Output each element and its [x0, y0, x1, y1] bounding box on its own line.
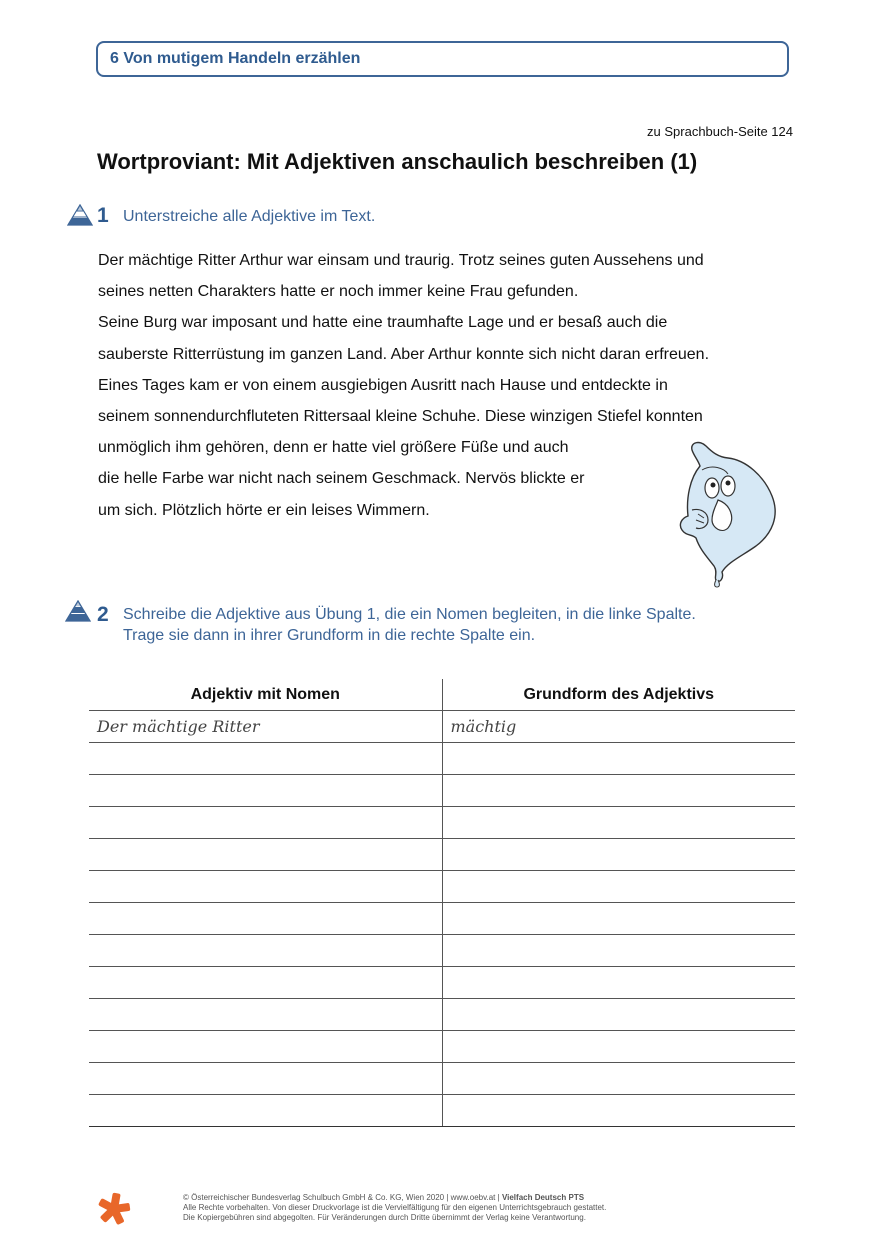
answer-cell-base-form[interactable]	[442, 743, 795, 775]
answer-cell-adjective-noun[interactable]	[89, 967, 442, 999]
story-line: um sich. Plötzlich hörte er ein leises Wimmern.	[98, 501, 430, 519]
story-line: Eines Tages kam er von einem ausgiebigen Ausritt nach Hause und entdeckte in	[98, 376, 668, 394]
column-header-base-form: Grundform des Adjektivs	[442, 679, 795, 711]
task-1-instruction: Unterstreiche alle Adjektive im Text.	[123, 208, 376, 225]
page-title: Wortproviant: Mit Adjektiven anschaulich beschreiben (1)	[97, 149, 698, 174]
table-row	[89, 967, 795, 999]
answer-cell-base-form[interactable]	[442, 967, 795, 999]
answer-cell-adjective-noun[interactable]	[89, 903, 442, 935]
chapter-title: 6 Von mutigem Handeln erzählen	[110, 50, 361, 67]
table-row	[89, 903, 795, 935]
answer-cell-adjective-noun[interactable]	[89, 743, 442, 775]
answer-cell-adjective-noun[interactable]	[89, 775, 442, 807]
table-row	[89, 775, 795, 807]
task-2-number: 2	[97, 603, 109, 626]
answer-cell-adjective-noun[interactable]	[89, 1063, 442, 1095]
pyramid-level-icon	[67, 204, 93, 226]
footer-line: Alle Rechte vorbehalten. Von dieser Druckvorlage ist die Vervielfältigung für den eigenen Unterrichtsgebrauch gestattet.	[183, 1203, 607, 1212]
footer-publisher: © Österreichischer Bundesverlag Schulbuch GmbH & Co. KG, Wien 2020 | www.oebv.at |	[183, 1193, 502, 1202]
table-row	[89, 1063, 795, 1095]
footer-book-title: Vielfach Deutsch PTS	[501, 1193, 585, 1202]
pyramid-level-icon	[65, 600, 91, 622]
answer-cell-adjective-noun[interactable]	[89, 1095, 442, 1127]
table-row	[89, 871, 795, 903]
answer-cell-adjective-noun[interactable]: Der mächtige Ritter	[89, 711, 442, 743]
answer-cell-adjective-noun[interactable]	[89, 839, 442, 871]
textbook-reference: zu Sprachbuch-Seite 124	[647, 124, 793, 139]
answer-cell-base-form[interactable]	[442, 871, 795, 903]
story-line: die helle Farbe war nicht nach seinem Geschmack. Nervös blickte er	[98, 470, 585, 488]
answer-cell-adjective-noun[interactable]	[89, 871, 442, 903]
answer-cell-base-form[interactable]	[442, 1031, 795, 1063]
story-line: seinem sonnendurchfluteten Rittersaal kleine Schuhe. Diese winzigen Stiefel konnten	[98, 408, 703, 426]
task-1-number: 1	[97, 204, 109, 227]
answer-cell-base-form[interactable]	[442, 1063, 795, 1095]
table-row	[89, 935, 795, 967]
chapter-header	[96, 41, 789, 77]
answer-table	[89, 679, 795, 1127]
story-line: seines netten Charakters hatte er noch immer keine Frau gefunden.	[98, 283, 579, 301]
answer-cell-base-form[interactable]	[442, 903, 795, 935]
answer-cell-adjective-noun[interactable]	[89, 1031, 442, 1063]
column-header-adjective-noun: Adjektiv mit Nomen	[89, 679, 442, 711]
answer-cell-base-form[interactable]	[442, 1095, 795, 1127]
story-line: Der mächtige Ritter Arthur war einsam und traurig. Trotz seines guten Aussehens und	[98, 252, 704, 269]
answer-cell-base-form[interactable]: mächtig	[442, 711, 795, 743]
table-row	[89, 1095, 795, 1127]
answer-cell-base-form[interactable]	[442, 935, 795, 967]
table-row	[89, 1031, 795, 1063]
footer-line	[183, 1193, 606, 1203]
answer-cell-adjective-noun[interactable]	[89, 935, 442, 967]
story-line: unmöglich ihm gehören, denn er hatte viel größere Füße und auch	[98, 439, 569, 457]
table-row	[89, 999, 795, 1031]
answer-cell-base-form[interactable]	[442, 807, 795, 839]
answer-cell-adjective-noun[interactable]	[89, 999, 442, 1031]
answer-cell-base-form[interactable]	[442, 839, 795, 871]
table-row	[89, 807, 795, 839]
task-2-instruction-line-1: Schreibe die Adjektive aus Übung 1, die ein Nomen begleiten, in die linke Spalte.	[123, 606, 696, 623]
footer-copyright	[183, 1193, 606, 1223]
answer-cell-adjective-noun[interactable]	[89, 807, 442, 839]
task-2-instruction-line-2: Trage sie dann in ihrer Grundform in die rechte Spalte ein.	[123, 627, 536, 644]
table-header-row	[89, 679, 795, 711]
story-line: Seine Burg war imposant und hatte eine traumhafte Lage und er besaß auch die	[98, 314, 668, 332]
answer-cell-base-form[interactable]	[442, 775, 795, 807]
table-row	[89, 711, 795, 743]
answer-cell-base-form[interactable]	[442, 999, 795, 1031]
table-row	[89, 743, 795, 775]
footer-line: Die Kopiergebühren sind abgegolten. Für Veränderungen durch Dritte übernimmt der Verlag keine Verantwortung.	[183, 1213, 586, 1222]
oebv-star-logo	[96, 1191, 132, 1227]
ghost-illustration	[672, 438, 782, 588]
table-row	[89, 839, 795, 871]
story-line: sauberste Ritterrüstung im ganzen Land. Aber Arthur konnte sich nicht daran erfreuen.	[98, 345, 710, 363]
